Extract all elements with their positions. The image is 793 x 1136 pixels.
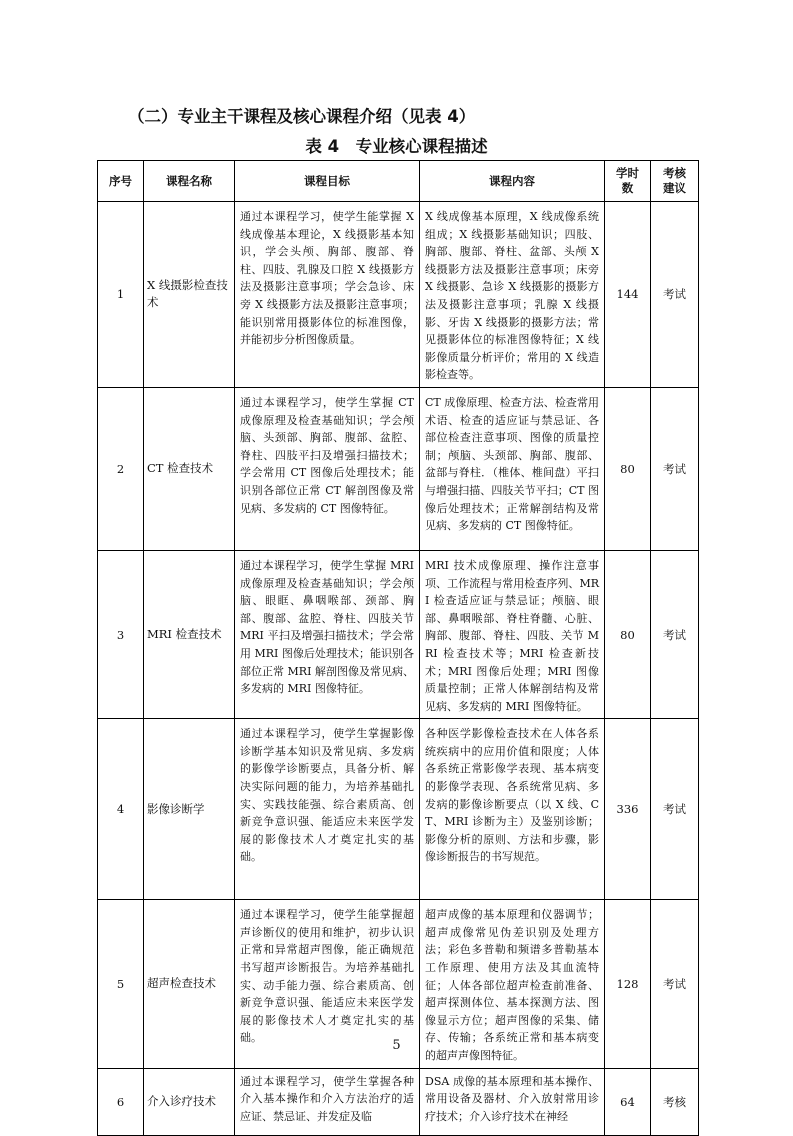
cell-assessment: 考核 <box>651 1068 699 1135</box>
cell-assessment: 考试 <box>651 387 699 550</box>
cell-course-content: MRI 技术成像原理、操作注意事项、工作流程与常用检查序列、MRI 检查适应证与禁忌证；颅脑、眼部、鼻咽喉部、脊柱脊髓、心脏、胸部、腹部、脊柱、四肢、关节 MRI 检查技术等；MRI 检查新技术；MRI 图像后处理；MRI 图像质量控制；正常人体解剖结构及常见病、多发病的 MRI 图像特征。 <box>420 550 605 718</box>
table-row <box>98 387 699 550</box>
cell-course-content: CT 成像原理、检查方法、检查常用术语、检查的适应证与禁忌证、各部位检查注意事项、图像的质量控制；颅脑、头颈部、胸部、腹部、盆部与脊柱．（椎体、椎间盘）平扫与增强扫描、四肢关节平扫；CT 图像后处理技术；正常解剖结构及常见病、多发病的 CT 图像特征。 <box>420 387 605 550</box>
cell-course-name: 超声检查技术 <box>144 900 235 1068</box>
cell-seq: 6 <box>98 1068 144 1135</box>
cell-hours: 144 <box>605 202 651 388</box>
cell-course-name: MRI 检查技术 <box>144 550 235 718</box>
table-caption: 表 4 专业核心课程描述 <box>305 137 488 156</box>
core-course-table <box>97 160 699 1136</box>
page-number: 5 <box>392 1038 401 1053</box>
cell-course-goal: 通过本课程学习，使学生掌握 MRI 成像原理及检查基础知识；学会颅脑、眼眶、鼻咽喉部、颈部、胸部、腹部、盆腔、脊柱、四肢关节 MRI 平扫及增强扫描技术；学会常用 MRI 图像后处理技术；能识别各部位正常 MRI 解剖图像及常见病、多发病的 MRI 图像特征。 <box>235 550 420 718</box>
cell-course-name: 影像诊断学 <box>144 719 235 900</box>
cell-course-goal: 通过本课程学习，使学生掌握 CT 成像原理及检查基础知识；学会颅脑、头颈部、胸部、腹部、盆腔、脊柱、四肢平扫及增强扫描技术；学会常用 CT 图像后处理技术；能识别各部位正常 CT 解剖图像及常见病、多发病的 CT 图像特征。 <box>235 387 420 550</box>
cell-course-goal: 通过本课程学习，使学生掌握影像诊断学基本知识及常见病、多发病的影像学诊断要点，具备分析、解决实际问题的能力，为培养基础扎实、实践技能强、综合素质高、创新竞争意识强、能适应未来医学发展的影像技术人才奠定扎实的基础。 <box>235 719 420 900</box>
cell-course-goal: 通过本课程学习，使学生能掌握 X 线成像基本理论，X 线摄影基本知识，学会头颅、胸部、腹部、脊柱、四肢、乳腺及口腔 X 线摄影方法及摄影注意事项；学会急诊、床旁 X 线摄影方法及摄影注意事项；能识别常用摄影体位的标准图像，并能初步分析图像质量。 <box>235 202 420 388</box>
cell-assessment: 考试 <box>651 550 699 718</box>
cell-seq: 1 <box>98 202 144 388</box>
table-row <box>98 202 699 388</box>
cell-hours: 80 <box>605 387 651 550</box>
cell-hours: 336 <box>605 719 651 900</box>
table-row <box>98 1068 699 1135</box>
header-course-name: 课程名称 <box>144 161 235 202</box>
header-course-content: 课程内容 <box>420 161 605 202</box>
cell-assessment: 考试 <box>651 900 699 1068</box>
cell-course-content: 超声成像的基本原理和仪器调节；超声成像常见伪差识别及处理方法；彩色多普勒和频谱多普勒基本工作原理、使用方法及其血流特征；人体各部位超声检查前准备、超声探测体位、基本探测方法、图像显示方位；超声图像的采集、储存、传输；各系统正常和基本病变的超声声像图特征。 <box>420 900 605 1068</box>
cell-course-name: CT 检查技术 <box>144 387 235 550</box>
header-assessment: 考核建议 <box>651 161 699 202</box>
table-row <box>98 719 699 900</box>
cell-hours: 80 <box>605 550 651 718</box>
cell-course-name: X 线摄影检查技术 <box>144 202 235 388</box>
cell-seq: 3 <box>98 550 144 718</box>
cell-hours: 128 <box>605 900 651 1068</box>
cell-course-goal: 通过本课程学习，使学生能掌握超声诊断仪的使用和维护，初步认识正常和异常超声图像，能正确规范书写超声诊断报告。为培养基础扎实、动手能力强、综合素质高、创新竞争意识强、能适应未来医学发展的影像技术人才奠定扎实的基础。 <box>235 900 420 1068</box>
cell-course-name: 介入诊疗技术 <box>144 1068 235 1135</box>
cell-seq: 2 <box>98 387 144 550</box>
table-header-row <box>98 161 699 202</box>
cell-hours: 64 <box>605 1068 651 1135</box>
header-course-goal: 课程目标 <box>235 161 420 202</box>
cell-assessment: 考试 <box>651 202 699 388</box>
cell-course-content: X 线成像基本原理，X 线成像系统组成；X 线摄影基础知识；四肢、胸部、腹部、脊柱、盆部、头颅 X 线摄影方法及摄影注意事项；床旁 X 线摄影、急诊 X 线摄影的摄影方法及摄影注意事项；乳腺 X 线摄影、牙齿 X 线摄影的摄影方法；常见摄影体位的标准图像特征；X 线影像质量分析评价；常用的 X 线造影检查等。 <box>420 202 605 388</box>
cell-seq: 5 <box>98 900 144 1068</box>
section-heading: （二）专业主干课程及核心课程介绍（见表 4） <box>128 107 476 126</box>
table-row <box>98 550 699 718</box>
cell-course-content: 各种医学影像检查技术在人体各系统疾病中的应用价值和限度；人体各系统正常影像学表现、基本病变的影像学表现、各系统常见病、多发病的影像诊断要点（以 X 线、CT、MRI 诊断为主）及鉴别诊断；影像分析的原则、方法和步骤，影像诊断报告的书写规范。 <box>420 719 605 900</box>
cell-seq: 4 <box>98 719 144 900</box>
cell-course-content: DSA 成像的基本原理和基本操作、常用设备及器材、介入放射常用诊疗技术；介入诊疗技术在神经 <box>420 1068 605 1135</box>
header-hours: 学时数 <box>605 161 651 202</box>
cell-assessment: 考试 <box>651 719 699 900</box>
header-seq: 序号 <box>98 161 144 202</box>
cell-course-goal: 通过本课程学习，使学生掌握各种介入基本操作和介入方法治疗的适应证、禁忌证、并发症及临 <box>235 1068 420 1135</box>
